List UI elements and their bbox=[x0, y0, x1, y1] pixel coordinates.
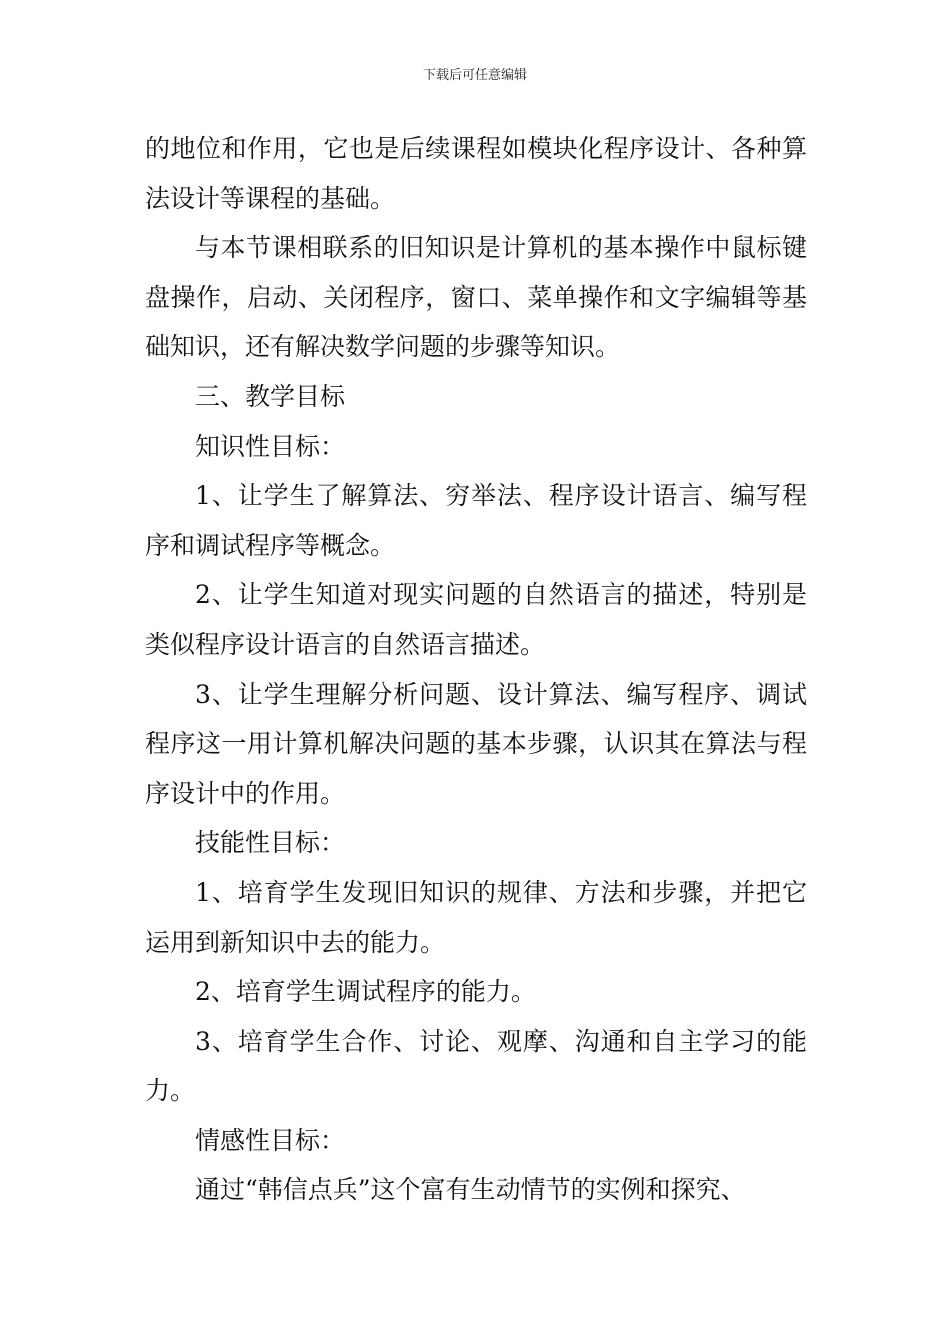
knowledge-item-1: 1、让学生了解算法、穷举法、程序设计语言、编写程序和调试程序等概念。 bbox=[145, 481, 807, 560]
knowledge-item-2: 2、让学生知道对现实问题的自然语言的描述，特别是类似程序设计语言的自然语言描述。 bbox=[145, 580, 807, 659]
document-body bbox=[145, 124, 807, 1215]
page-header: 下载后可任意编辑 bbox=[422, 68, 527, 83]
subheading-emotion: 情感性目标： bbox=[195, 1125, 346, 1155]
paragraph-2: 与本节课相联系的旧知识是计算机的基本操作中鼠标键盘操作，启动、关闭程序，窗口、菜单操作和文字编辑等基础知识，还有解决数学问题的步骤等知识。 bbox=[145, 233, 807, 362]
knowledge-item-3: 3、让学生理解分析问题、设计算法、编写程序、调试程序这一用计算机解决问题的基本步骤，认识其在算法与程序设计中的作用。 bbox=[145, 679, 807, 808]
subheading-knowledge: 知识性目标： bbox=[195, 431, 346, 461]
skill-item-2: 2、培育学生调试程序的能力。 bbox=[195, 977, 536, 1007]
paragraph-1: 的地位和作用，它也是后续课程如模块化程序设计、各种算法设计等课程的基础。 bbox=[145, 134, 807, 213]
skill-item-1: 1、培育学生发现旧知识的规律、方法和步骤，并把它运用到新知识中去的能力。 bbox=[145, 877, 807, 957]
skill-item-3: 3、培育学生合作、讨论、观摩、沟通和自主学习的能力。 bbox=[145, 1026, 807, 1106]
subheading-skill: 技能性目标： bbox=[195, 828, 346, 858]
section-heading: 三、教学目标 bbox=[195, 381, 346, 411]
emotion-paragraph: 通过“韩信点兵”这个富有生动情节的实例和探究、 bbox=[195, 1175, 746, 1205]
